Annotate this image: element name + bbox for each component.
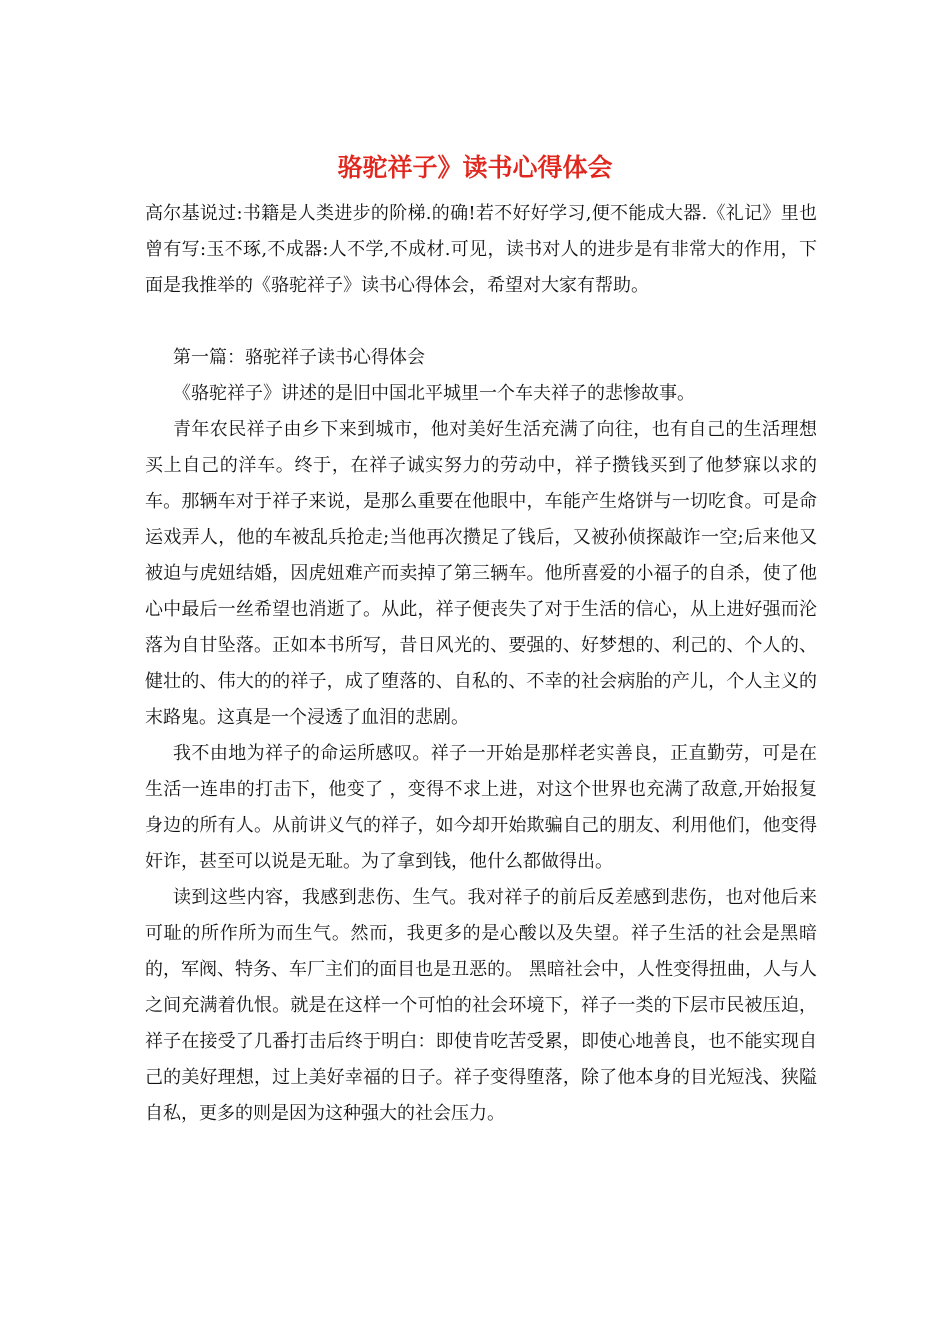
body-paragraph: 《骆驼祥子》讲述的是旧中国北平城里一个车夫祥子的悲惨故事。 xyxy=(173,383,695,404)
article-body xyxy=(145,340,817,1132)
document-title: 骆驼祥子》读书心得体会 xyxy=(337,153,613,182)
intro-paragraph: 高尔基说过:书籍是人类进步的阶梯.的确!若不好好学习,便不能成大器.《礼记》里也曾有写:玉不琢,不成器:人不学,不成材.可见，读书对人的进步是有非常大的作用，下面是我推举的《骆驼祥子》读书心得体会，希望对大家有帮助。 xyxy=(145,203,817,296)
section-heading: 第一篇：骆驼祥子读书心得体会 xyxy=(173,347,425,368)
body-paragraph: 我不由地为祥子的命运所感叹。祥子一开始是那样老实善良，正直勤劳，可是在生活一连串的打击下，他变了 ，变得不求上进，对这个世界也充满了敌意,开始报复身边的所有人。从前讲义气的祥子，如今却开始欺骗自己的朋友、利用他们，他变得奸诈，甚至可以说是无耻。为了拿到钱，他什么都做得出。 xyxy=(145,743,817,872)
body-paragraph: 青年农民祥子由乡下来到城市，他对美好生活充满了向往，也有自己的生活理想买上自己的洋车。终于，在祥子诚实努力的劳动中，祥子攒钱买到了他梦寐以求的车。那辆车对于祥子来说，是那么重要在他眼中，车能产生烙饼与一切吃食。可是命运戏弄人，他的车被乱兵抢走;当他再次攒足了钱后，又被孙侦探敲诈一空;后来他又被迫与虎妞结婚，因虎妞难产而卖掉了第三辆车。他所喜爱的小福子的自杀，使了他心中最后一丝希望也消逝了。从此，祥子便丧失了对于生活的信心，从上进好强而沦落为自甘坠落。正如本书所写，昔日风光的、要强的、好梦想的、利己的、个人的、健壮的、伟大的的祥子，成了堕落的、自私的、不幸的社会病胎的产儿，个人主义的末路鬼。这真是一个浸透了血泪的悲剧。 xyxy=(145,419,817,728)
body-paragraph: 读到这些内容，我感到悲伤、生气。我对祥子的前后反差感到悲伤，也对他后来可耻的所作所为而生气。然而，我更多的是心酸以及失望。祥子生活的社会是黑暗的，军阀、特务、车厂主们的面目也是丑恶的。 黑暗社会中，人性变得扭曲，人与人之间充满着仇恨。就是在这样一个可怕的社会环境下，祥子一类的下层市民被压迫，祥子在接受了几番打击后终于明白：即使肯吃苦受累，即使心地善良，也不能实现自己的美好理想，过上美好幸福的日子。祥子变得堕落，除了他本身的目光短浅、狭隘自私，更多的则是因为这种强大的社会压力。 xyxy=(145,887,817,1124)
